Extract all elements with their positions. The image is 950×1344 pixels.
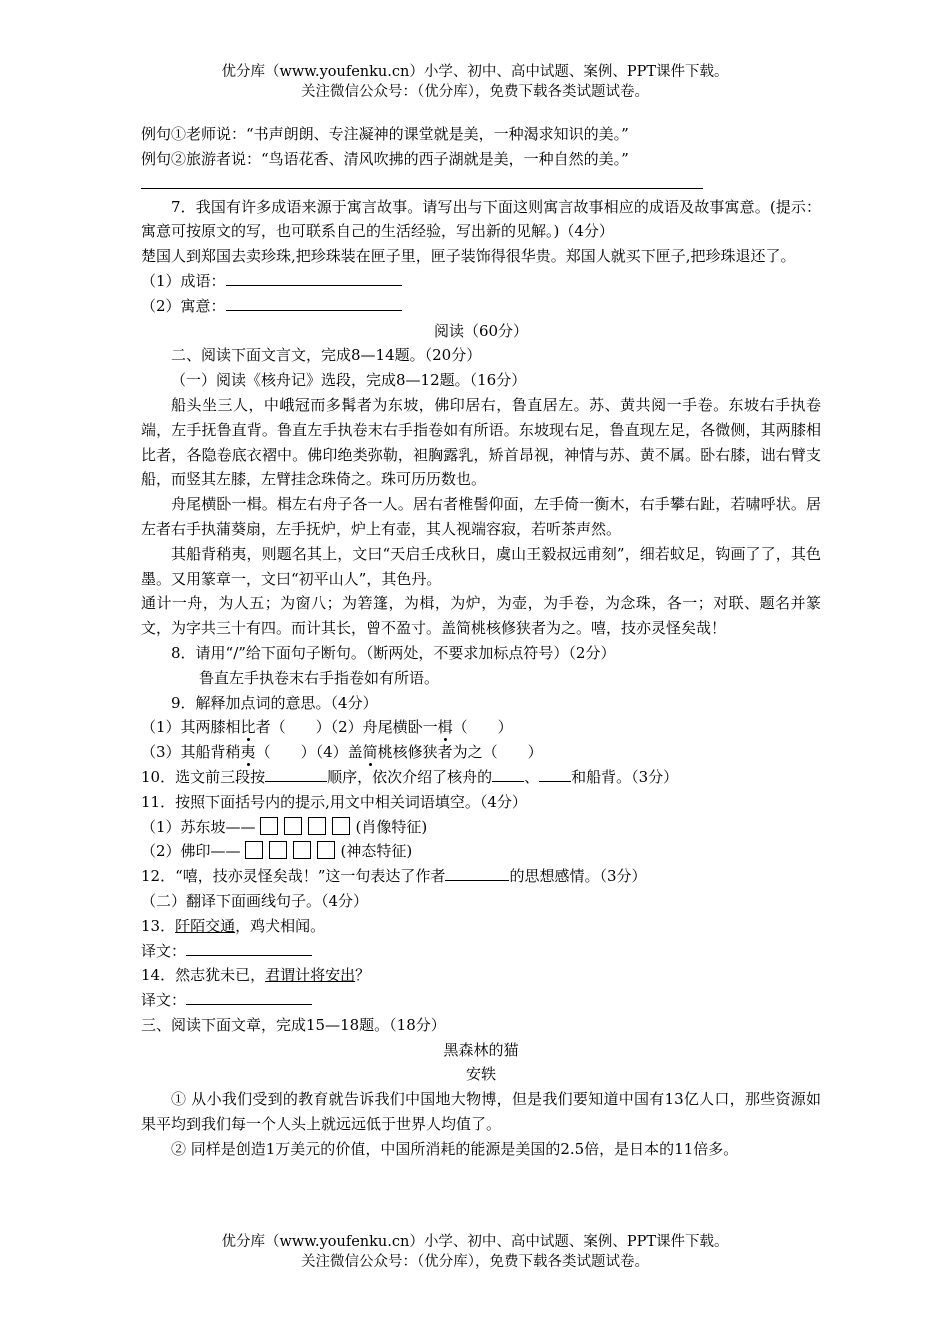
q13-translation-label: 译文： — [141, 941, 187, 960]
q10-text-c: 、 — [524, 767, 540, 786]
q10-text-b: 顺序，依次介绍了核舟的 — [327, 767, 493, 786]
classical-paragraph-4: 通计一舟，为人五；为窗八；为箬篷，为楫，为炉，为壶，为手卷，为念珠，各一；对联、题名并篆文，为字共三十有四。而计其长，曾不盈寸。盖简桃核修狭者为之。嘻，技亦灵怪矣哉！ — [141, 594, 821, 638]
idiom-blank[interactable] — [226, 271, 402, 286]
question-7-story: 楚国人到郑国去卖珍珠,把珍珠装在匣子里，匣子装饰得很华贵。郑国人就买下匣子,把珍珠退还了。 — [141, 247, 796, 266]
article-paragraph-2: ② 同样是创造1万美元的价值，中国所消耗的能源是美国的2.5倍，是日本的11倍多。 — [171, 1139, 739, 1158]
q11-label-2: （2）佛印—— — [141, 842, 241, 861]
q9-item-2-text: （2）舟尾横卧一 — [330, 718, 438, 737]
q9-item-3-text: （3）其船背稍 — [141, 743, 241, 762]
question-8-stem: 8．请用“/”给下面句子断句。（断两处，不要求加标点符号）（2分） — [171, 643, 616, 662]
subsection-translation: （二）翻译下面画线句子。（4分） — [141, 891, 369, 910]
classical-paragraph-3: 其船背稍夷，则题名其上，文曰“天启壬戌秋日，虞山王毅叔远甫刻”，细若蚊足，钩画了了，其色墨。又用篆章一，文曰“初平山人”，其色丹。 — [141, 544, 821, 588]
q10-text-a: 10．选文前三段按 — [141, 767, 266, 786]
classical-paragraph-2: 舟尾横卧一楫。楫左右舟子各一人。居右者椎髻仰面，左手倚一衡木，右手攀右趾，若啸呼状。居左者右手执蒲葵扇，左手抚炉，炉上有壶，其人视端容寂，若听茶声然。 — [141, 495, 821, 538]
page-footer — [0, 1232, 950, 1272]
q9-item-4-text: （4）盖 — [315, 743, 363, 762]
header-line-2: 关注微信公众号：（优分库），免费下载各类试题试卷。 — [301, 84, 649, 100]
question-11-row-1 — [141, 815, 821, 840]
answer-box[interactable] — [308, 817, 326, 835]
answer-line — [141, 172, 703, 189]
question-12 — [141, 864, 821, 889]
q11-label-1: （1）苏东坡—— — [141, 817, 256, 836]
question-11-row-2 — [141, 839, 821, 864]
section-3-title: 三、阅读下面文章，完成15—18题。（18分） — [141, 1015, 446, 1034]
q14-translation-label: 译文： — [141, 991, 187, 1010]
q14-translation — [141, 988, 821, 1013]
question-13 — [141, 914, 821, 939]
q12-text-b: 的思想感情。（3分） — [509, 867, 647, 886]
question-8-sentence: 鲁直左手执卷末右手指卷如有所语。 — [199, 668, 440, 687]
footer-line-2: 关注微信公众号：（优分库），免费下载各类试题试卷。 — [301, 1254, 649, 1270]
question-9-row-1 — [141, 715, 821, 740]
q12-text-a: 12．“嘻，技亦灵怪矣哉！”这一句表达了作者 — [141, 867, 446, 886]
q9-item-3-dotted: 夷 — [240, 743, 256, 762]
reading-section-title: 阅读（60分） — [433, 321, 529, 340]
answer-box[interactable] — [332, 817, 350, 835]
article-author: 安轶 — [465, 1065, 496, 1084]
q10-text-d: 和船背。（3分） — [571, 767, 679, 786]
answer-box[interactable] — [284, 817, 302, 835]
answer-box[interactable] — [269, 841, 287, 859]
q11-boxes-1 — [256, 818, 356, 836]
q9-item-4-answer[interactable]: 桃核修狭者为之（ ） — [377, 743, 543, 762]
q10-blank-1[interactable] — [492, 767, 524, 782]
question-9-stem: 9．解释加点词的意思。（4分） — [171, 693, 378, 712]
q14-translation-blank[interactable] — [186, 990, 312, 1005]
answer-box[interactable] — [293, 841, 311, 859]
question-7-moral — [141, 294, 821, 319]
q10-blank-order[interactable] — [265, 767, 327, 782]
question-7-stem: 7．我国有许多成语来源于寓言故事。请写出与下面这则寓言故事相应的成语及故事寓意。(提示：寓意可按原文的写，也可联系自己的生活经验，写出新的见解。)（4分） — [141, 197, 821, 241]
document-body — [141, 122, 821, 1162]
q9-item-4-dotted: 简 — [362, 743, 378, 762]
q13-underlined: 阡陌交通 — [175, 916, 236, 935]
q11-boxes-2 — [241, 842, 341, 860]
question-10 — [141, 765, 821, 790]
q11-hint-2: (神态特征) — [340, 842, 413, 861]
question-14 — [141, 963, 821, 988]
q13-translation — [141, 939, 821, 964]
q9-item-2-answer[interactable]: （ ） — [452, 718, 513, 737]
section-2-title: 二、阅读下面文言文，完成8—14题。（20分） — [171, 346, 482, 365]
question-11-stem: 11．按照下面括号内的提示,用文中相关词语填空。（4分） — [141, 792, 527, 811]
example-sentence-1: 例句①老师说：“书声朗朗、专注凝神的课堂就是美，一种渴求知识的美。” — [141, 125, 629, 143]
moral-label: （2）寓意： — [141, 296, 226, 315]
page-header — [0, 62, 950, 102]
article-paragraph-1: ① 从小我们受到的教育就告诉我们中国地大物博，但是我们要知道中国有13亿人口，那些资源如果平均到我们每一个人头上就远远低于世界人均值了。 — [141, 1090, 821, 1134]
q13-number: 13． — [141, 916, 176, 935]
q14-underlined: 君谓计将安出 — [265, 966, 356, 985]
q9-item-2-dotted: 楫 — [437, 718, 453, 737]
q14-pre: 14．然志犹未已， — [141, 966, 266, 985]
footer-line-1: 优分库（www.youfenku.cn）小学、初中、高中试题、案例、PPT课件下载。 — [221, 1234, 729, 1250]
q10-blank-2[interactable] — [539, 767, 571, 782]
q11-hint-1: (肖像特征) — [355, 817, 428, 836]
answer-box[interactable] — [317, 841, 335, 859]
q13-rest: ，鸡犬相闻。 — [235, 916, 326, 935]
q14-post: ？ — [355, 966, 371, 985]
section-2-subtitle: （一）阅读《核舟记》选段，完成8—12题。（16分） — [171, 371, 527, 390]
q13-translation-blank[interactable] — [186, 941, 312, 956]
article-title: 黑森林的猫 — [443, 1040, 519, 1059]
q9-item-1-answer[interactable]: 者（ ） — [255, 718, 331, 737]
q9-item-3-answer[interactable]: （ ） — [255, 743, 316, 762]
classical-paragraph-1: 船头坐三人，中峨冠而多髯者为东坡，佛印居右，鲁直居左。苏、黄共阅一手卷。东坡右手执卷端，左手抚鲁直背。鲁直左手执卷末右手指卷如有所语。东坡现右足，鲁直现左足，各微侧，其两膝相比者，各隐卷底衣褶中。佛印绝类弥勒，袒胸露乳，矫首昂视，神情与苏、黄不属。卧右膝，诎右臂支船，而竖其左膝，左臂挂念珠倚之。珠可历历数也。 — [141, 395, 821, 489]
question-7-idiom — [141, 269, 821, 294]
example-sentence-2: 例句②旅游者说：“鸟语花香、清风吹拂的西子湖就是美，一种自然的美。” — [141, 149, 629, 168]
idiom-label: （1）成语： — [141, 271, 226, 290]
header-line-1: 优分库（www.youfenku.cn）小学、初中、高中试题、案例、PPT课件下载。 — [221, 64, 729, 80]
q9-item-1-text: （1）其两膝相 — [141, 718, 241, 737]
answer-box[interactable] — [260, 817, 278, 835]
moral-blank[interactable] — [226, 296, 402, 311]
q12-blank[interactable] — [445, 866, 509, 881]
answer-box[interactable] — [245, 841, 263, 859]
question-9-row-2 — [141, 740, 821, 765]
q9-item-1-dotted: 比 — [240, 718, 256, 737]
